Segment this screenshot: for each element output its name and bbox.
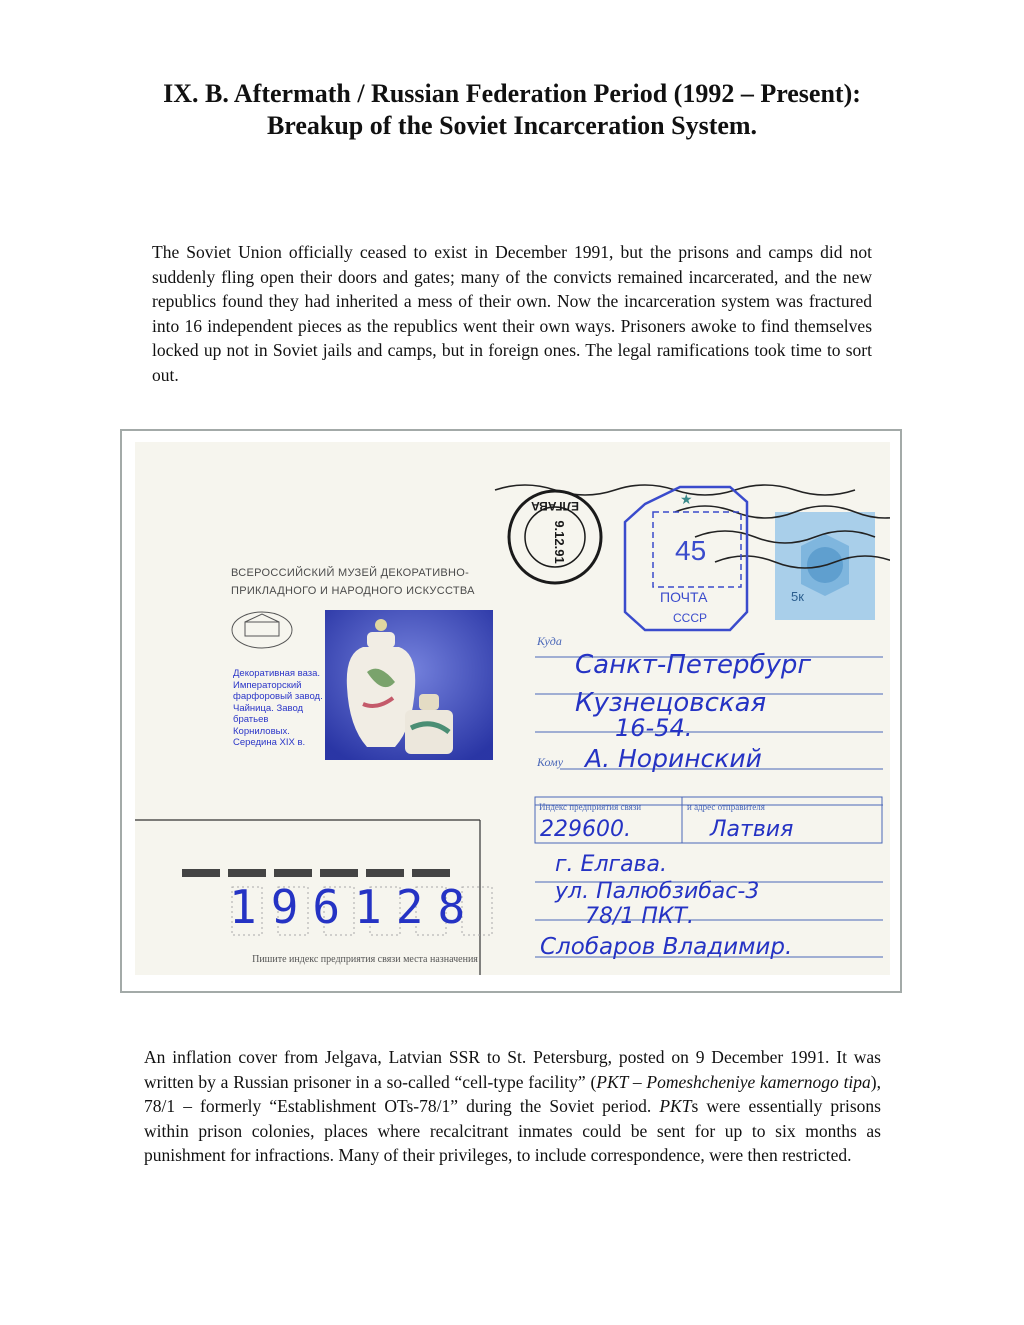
- envelope-image: [135, 442, 890, 975]
- cover-caption: [144, 1045, 881, 1168]
- vase-description: Декоративная ваза. Императорский фарфоровый завод. Чайница. Завод братьев Корниловых. Середина XIX в.: [233, 668, 323, 748]
- sender-index: 229600.: [540, 817, 631, 842]
- museum-header: [231, 564, 501, 600]
- museum-emblem: [232, 612, 292, 648]
- address-line-2: Кузнецовская: [575, 688, 767, 718]
- sender-line-3: 78/1 ПКТ.: [585, 904, 694, 929]
- page-title: [60, 78, 964, 142]
- title-line-2: Breakup of the Soviet Incarceration System.: [266, 111, 758, 140]
- label-sender: и адрес отправителя: [687, 802, 765, 812]
- postmark-city: ЕЛГАВА: [531, 499, 579, 513]
- caption-part-3: s were essentially prisons within prison colonies, places where recalcitrant inmates could be sent for up to six months as punishment for infractions. Many of their privileges, to include correspondence, were then restricted.: [144, 1096, 881, 1165]
- sender-name: Слобаров Владимир.: [540, 934, 793, 960]
- caption-pkts-term: PKT: [659, 1096, 692, 1116]
- postcode-digits: 196128: [229, 880, 480, 934]
- address-line-1: Санкт-Петербург: [575, 650, 812, 680]
- caption-part-1: An inflation cover from Jelgava, Latvian SSR to St. Petersburg, posted on 9 December 1991. It was written by a Russian prisoner in a so-called “cell-type facility” (: [144, 1047, 881, 1092]
- label-komu: Кому: [537, 755, 564, 769]
- intro-paragraph: The Soviet Union officially ceased to exist in December 1991, but the prisons and camps did not suddenly fling open their doors and gates; many of the convicts remained incarcerated, and the new republics found they had inherited a mess of their own. Now the incarceration system was fractured into 16 independent pieces as the republics went their own ways. Prisoners awoke to find themselves locked up not in Soviet jails and camps, but in foreign ones. The legal ramifications took time to sort out.: [152, 242, 872, 385]
- museum-line-2: ПРИКЛАДНОГО И НАРОДНОГО ИСКУССТВА: [231, 585, 475, 597]
- sender-country: Латвия: [710, 817, 794, 842]
- title-line-1: IX. B. Aftermath / Russian Federation Period (1992 – Present):: [163, 79, 861, 108]
- museum-line-1: ВСЕРОССИЙСКИЙ МУЗЕЙ ДЕКОРАТИВНО-: [231, 567, 470, 579]
- boxed-stamp-text-2: СССР: [673, 611, 708, 625]
- vase-photo: [325, 610, 493, 760]
- stamp-value: 5к: [791, 589, 804, 604]
- label-kuda: Куда: [537, 634, 562, 648]
- boxed-stamp-number: 45: [675, 535, 707, 566]
- caption-pkt-term: PKT – Pomeshcheniye kamernogo tipa: [596, 1071, 871, 1092]
- label-index: Индекс предприятия связи: [539, 802, 642, 812]
- recipient-name: А. Норинский: [585, 744, 762, 773]
- sender-line-2: ул. Палюбзибас-3: [555, 879, 760, 904]
- sender-line-1: г. Елгава.: [555, 852, 667, 877]
- svg-text:★: ★: [680, 493, 693, 508]
- postmark-date: 9.12.91: [552, 520, 567, 564]
- postcode-instruction: Пишите индекс предприятия связи места назначения: [252, 954, 478, 965]
- postmark: [509, 491, 601, 583]
- address-line-3: 16-54.: [615, 714, 693, 742]
- boxed-stamp-text-1: ПОЧТА: [660, 589, 708, 605]
- caption-part-2: ), 78/1 – formerly “Establishment OTs-78/1” during the Soviet period.: [144, 1071, 881, 1116]
